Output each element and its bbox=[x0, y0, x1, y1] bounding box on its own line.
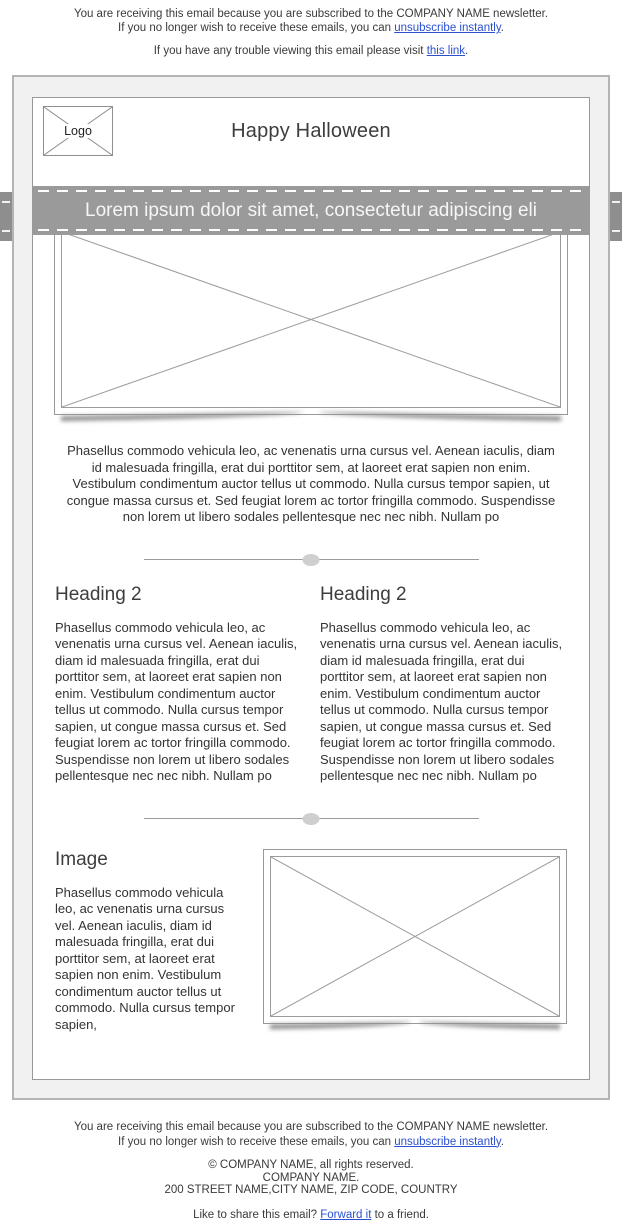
logo-placeholder bbox=[43, 106, 113, 156]
email-title: Happy Halloween bbox=[231, 120, 391, 142]
unsubscribe-sentence-suffix: . bbox=[500, 22, 504, 34]
image-text-section bbox=[55, 849, 567, 1034]
divider-dot-icon bbox=[303, 554, 320, 566]
footer-subscription-line1: You are receiving this email because you are subscribed to the COMPANY NAME newsletter. bbox=[73, 1121, 549, 1133]
side-image-frame bbox=[263, 849, 567, 1024]
side-image-placeholder bbox=[270, 856, 560, 1017]
view-online-suffix: . bbox=[465, 45, 469, 57]
footer-share-note bbox=[0, 1208, 622, 1223]
email-container bbox=[12, 75, 610, 1100]
pre-header-note bbox=[0, 0, 622, 58]
divider-dot-icon bbox=[303, 813, 320, 825]
image-section-paragraph: Phasellus commodo vehicula leo, ac venenatis urna cursus vel. Aenean iaculis, diam id malesuada fringilla, erat dui porttitor sem, at laoreet erat sapien non enim. Vestibulum condimentum auctor tellus ut commodo. Nulla cursus tempor sapien, bbox=[55, 884, 235, 1032]
unsubscribe-sentence-prefix: If you no longer wish to receive these emails, you can bbox=[118, 22, 395, 34]
hero-image-frame bbox=[54, 224, 568, 415]
ribbon-dashed-border-top bbox=[38, 190, 584, 192]
side-image-shadow bbox=[268, 1024, 562, 1032]
section-divider bbox=[144, 813, 479, 825]
footer-subscription-note bbox=[0, 1120, 622, 1149]
logo-label: Logo bbox=[61, 124, 95, 138]
view-online-note bbox=[0, 44, 622, 58]
view-online-link[interactable]: this link bbox=[426, 45, 466, 57]
email-card bbox=[32, 97, 590, 1080]
footer-company-name: COMPANY NAME. bbox=[262, 1171, 360, 1184]
ribbon-banner bbox=[33, 186, 589, 235]
subscription-note-line1: You are receiving this email because you are subscribed to the COMPANY NAME newsletter. bbox=[73, 8, 549, 20]
ribbon-left-tab bbox=[0, 192, 12, 241]
footer-company-block bbox=[0, 1159, 622, 1197]
footer-unsubscribe-suffix: . bbox=[500, 1135, 504, 1148]
forward-link[interactable]: Forward it bbox=[320, 1208, 372, 1221]
footer-address: 200 STREET NAME,CITY NAME, ZIP CODE, COUNTRY bbox=[164, 1184, 458, 1196]
side-image-wrap bbox=[263, 849, 567, 1034]
footer-share-prefix: Like to share this email? bbox=[193, 1208, 321, 1221]
hero-image-wrap bbox=[54, 224, 568, 423]
two-column-section bbox=[55, 584, 567, 785]
unsubscribe-link[interactable]: unsubscribe instantly bbox=[394, 22, 501, 34]
ribbon-text: Lorem ipsum dolor sit amet, consectetur adipiscing eli bbox=[85, 200, 537, 221]
lead-paragraph: Phasellus commodo vehicula leo, ac venenatis urna cursus vel. Aenean iaculis, diam id malesuada fringilla, erat dui porttitor sem, at laoreet erat sapien non enim. Vestibulum condimentum auctor tellus ut commodo. Nulla cursus tempor sapien, ut congue massa cursus et. Sed feugiat lorem ac tortor fringilla commodo. Suspendisse non lorem ut libero sodales pellentesque nec nec nibh. Nullam po bbox=[66, 443, 556, 524]
hero-image-shadow bbox=[59, 415, 563, 423]
column-left-paragraph: Phasellus commodo vehicula leo, ac venenatis urna cursus vel. Aenean iaculis, diam id malesuada fringilla, erat dui porttitor sem, at laoreet erat sapien non enim. Vestibulum condimentum auctor tellus ut commodo. Nulla cursus tempor sapien, ut congue massa cursus et. Sed feugiat lorem ac tortor fringilla commodo. Suspendisse non lorem ut libero sodales pellentesque nec nec nibh. Nullam po bbox=[55, 619, 298, 783]
card-bottom-spacer bbox=[33, 1033, 589, 1079]
image-section-heading: Image bbox=[55, 848, 108, 870]
footer-share-suffix: to a friend. bbox=[371, 1208, 429, 1221]
column-left-heading: Heading 2 bbox=[55, 583, 142, 605]
placeholder-x-icon bbox=[62, 232, 560, 407]
subscription-note bbox=[0, 7, 622, 35]
column-left bbox=[55, 584, 302, 785]
placeholder-x-icon bbox=[271, 857, 559, 1016]
hero-image-placeholder bbox=[61, 231, 561, 408]
email-footer bbox=[0, 1120, 622, 1228]
footer-unsubscribe-link[interactable]: unsubscribe instantly bbox=[394, 1135, 501, 1148]
footer-unsubscribe-prefix: If you no longer wish to receive these emails, you can bbox=[118, 1135, 395, 1148]
section-divider bbox=[144, 554, 479, 566]
ribbon-right-tab bbox=[610, 192, 622, 241]
column-right bbox=[320, 584, 567, 785]
footer-copyright: © COMPANY NAME, all rights reserved. bbox=[208, 1159, 414, 1171]
email-header bbox=[33, 98, 589, 186]
image-section-text bbox=[55, 849, 245, 1034]
column-right-heading: Heading 2 bbox=[320, 583, 407, 605]
column-right-paragraph: Phasellus commodo vehicula leo, ac venenatis urna cursus vel. Aenean iaculis, diam id malesuada fringilla, erat dui porttitor sem, at laoreet erat sapien non enim. Vestibulum condimentum auctor tellus ut commodo. Nulla cursus tempor sapien, ut congue massa cursus et. Sed feugiat lorem ac tortor fringilla commodo. Suspendisse non lorem ut libero sodales pellentesque nec nec nibh. Nullam po bbox=[320, 619, 563, 783]
ribbon-dashed-border-bottom bbox=[38, 229, 584, 231]
view-online-prefix: If you have any trouble viewing this email please visit bbox=[153, 45, 427, 57]
